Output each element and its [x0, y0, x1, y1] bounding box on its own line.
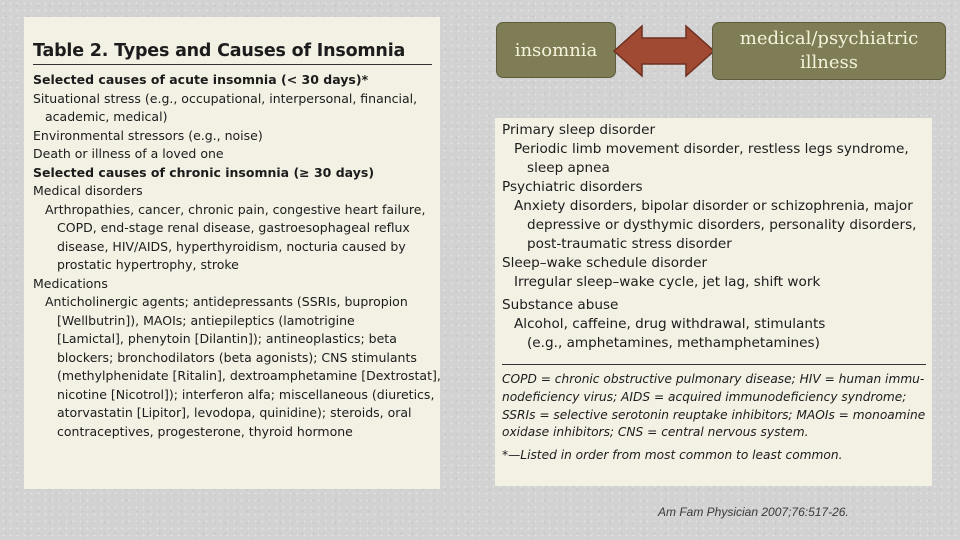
- footnotes: [502, 371, 926, 442]
- table-line: contraceptives, progesterone, thyroid hormone: [57, 423, 353, 439]
- table-line: post-traumatic stress disorder: [527, 236, 732, 252]
- table-line: (methylphenidate [Ritalin], dextroamphetamine [Dextrostat],: [57, 368, 441, 383]
- illness-label-line1: medical/psychiatric: [739, 28, 919, 49]
- table-line: Irregular sleep–wake cycle, jet lag, shift work: [514, 274, 821, 290]
- footnote-star: *—Listed in order from most common to least common.: [502, 448, 843, 463]
- category-heading: Psychiatric disorders: [502, 179, 643, 195]
- footnote-rule: [502, 364, 926, 365]
- table-line: blockers; bronchodilators (beta agonists); CNS stimulants: [57, 349, 417, 365]
- right-table-lines: [502, 121, 926, 353]
- table-line: Medications: [33, 275, 108, 291]
- illness-label-line2: illness: [800, 52, 858, 73]
- table-line: [Lamictal], phenytoin [Dilantin]); antineoplastics; beta: [57, 331, 397, 346]
- table-line: Anxiety disorders, bipolar disorder or schizophrenia, major: [514, 198, 913, 214]
- table-line: nicotine [Nicotrol]); interferon alfa; miscellaneous (diuretics,: [57, 386, 435, 402]
- medical-psychiatric-illness-box: [712, 22, 946, 80]
- footnote-line: oxidase inhibitors; CNS = central nervous system.: [502, 425, 809, 440]
- table-line: sleep apnea: [527, 160, 610, 176]
- category-heading: Sleep–wake schedule disorder: [502, 255, 708, 271]
- table-line: [Wellbutrin]), MAOIs; antiepileptics (lamotrigine: [57, 312, 355, 328]
- table-line: Death or illness of a loved one: [33, 146, 224, 161]
- table-line: academic, medical): [45, 109, 168, 124]
- table-line: Situational stress (e.g., occupational, interpersonal, financial,: [33, 90, 418, 106]
- table-line: Medical disorders: [33, 183, 143, 198]
- insomnia-box: [496, 22, 616, 78]
- table-line: atorvastatin [Lipitor], levodopa, quinidine); steroids, oral: [57, 405, 412, 420]
- citation: Am Fam Physician 2007;76:517-26.: [658, 505, 849, 519]
- table-line: Anticholinergic agents; antidepressants (SSRIs, bupropion: [45, 294, 408, 309]
- left-table-lines: [33, 71, 441, 441]
- table-line: Arthropathies, cancer, chronic pain, congestive heart failure,: [45, 201, 426, 217]
- table-title: Table 2. Types and Causes of Insomnia: [33, 41, 406, 61]
- category-heading: Substance abuse: [502, 297, 619, 313]
- table-line: prostatic hypertrophy, stroke: [57, 257, 239, 272]
- table-line: Alcohol, caffeine, drug withdrawal, stimulants: [514, 316, 826, 332]
- bidirectional-arrow-icon: [612, 24, 716, 78]
- insomnia-label: insomnia: [514, 39, 598, 61]
- left-table-panel: [24, 17, 440, 489]
- title-rule: [33, 64, 432, 65]
- table-line: depressive or dysthymic disorders, personality disorders,: [527, 217, 917, 233]
- footnote-line: nodeficiency virus; AIDS = acquired immunodeficiency syndrome;: [502, 389, 907, 404]
- section-heading: Selected causes of chronic insomnia (≥ 30 days): [33, 164, 375, 180]
- category-heading: Primary sleep disorder: [502, 122, 656, 138]
- footnote-line: SSRIs = selective serotonin reuptake inhibitors; MAOIs = monoamine: [502, 407, 926, 422]
- footnote-line: COPD = chronic obstructive pulmonary disease; HIV = human immu-: [502, 372, 925, 386]
- table-line: Environmental stressors (e.g., noise): [33, 127, 263, 143]
- right-table-panel: [495, 118, 932, 486]
- section-heading: Selected causes of acute insomnia (< 30 days)*: [33, 72, 369, 87]
- table-line: (e.g., amphetamines, methamphetamines): [527, 335, 820, 351]
- table-line: disease, HIV/AIDS, hyperthyroidism, nocturia caused by: [57, 238, 406, 254]
- table-line: Periodic limb movement disorder, restless legs syndrome,: [514, 141, 909, 157]
- table-line: COPD, end-stage renal disease, gastroesophageal reflux: [57, 220, 410, 235]
